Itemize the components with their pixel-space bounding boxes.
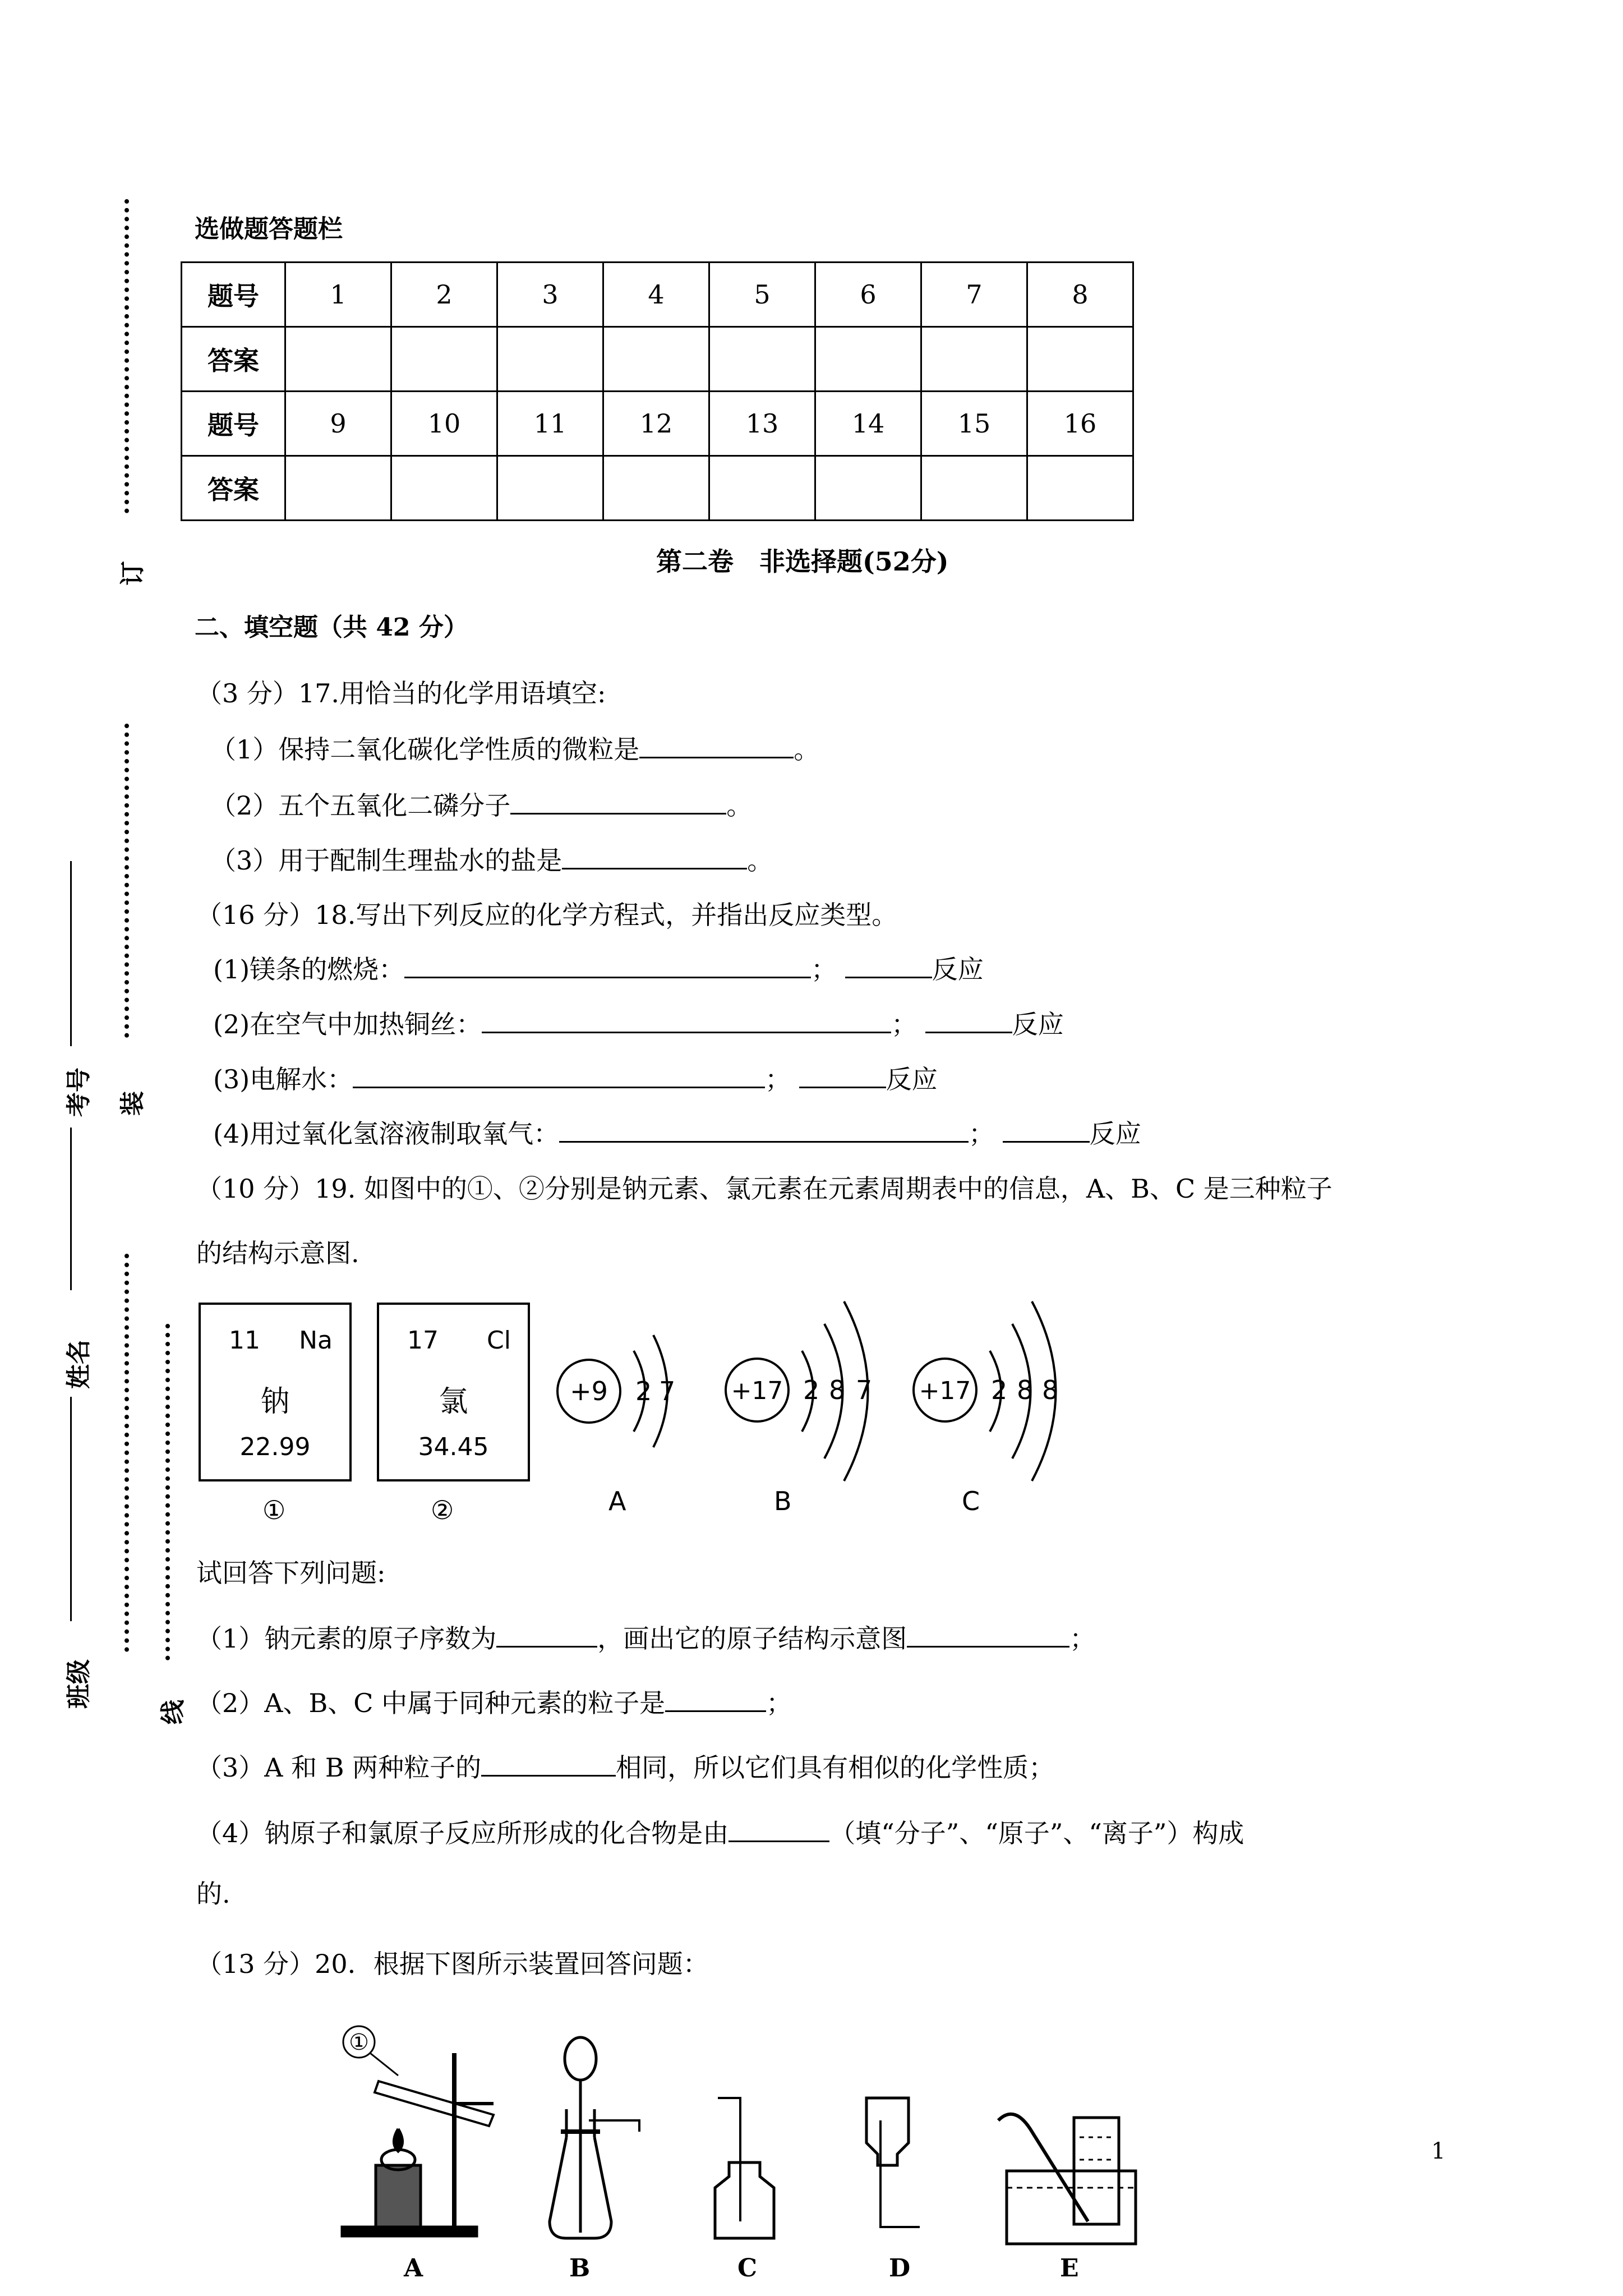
answer-cell[interactable] <box>391 456 497 521</box>
apparatus-b <box>550 2037 639 2238</box>
binding-dotted-line-bottom <box>165 1324 170 1660</box>
element-card-chlorine <box>377 1303 530 1481</box>
answer-cell[interactable] <box>921 327 1027 392</box>
binding-dotted-line-low <box>125 1254 129 1652</box>
q19-item-1-blank-2[interactable] <box>907 1623 1069 1648</box>
element-card-label: ① <box>262 1495 286 1525</box>
question-number-cell: 11 <box>497 392 603 456</box>
q19-stem-line2: 的结构示意图. <box>196 1238 359 1268</box>
shell-electron-count: 2 <box>803 1375 820 1405</box>
question-number-cell: 4 <box>603 263 709 327</box>
q18-item-3 <box>213 1059 938 1096</box>
binding-label-zhuang: 装 <box>118 1091 147 1116</box>
apparatus-label-c: C <box>737 2254 758 2283</box>
answer-cell[interactable] <box>709 456 815 521</box>
q18-item-4-sep: ； <box>969 1119 995 1149</box>
q18-item-2 <box>213 1004 1064 1041</box>
element-symbol: Na <box>299 1326 333 1355</box>
particle-label: A <box>608 1486 626 1516</box>
answer-cell[interactable] <box>603 456 709 521</box>
question-number-cell: 9 <box>285 392 391 456</box>
answer-sheet-table <box>181 261 1134 521</box>
marker-label: ① <box>349 2030 369 2055</box>
q17-stem: （3 分）17.用恰当的化学用语填空: <box>196 678 606 708</box>
answer-cell[interactable] <box>603 327 709 392</box>
q17-item-3 <box>210 840 773 877</box>
q19-item-1-c: ； <box>1069 1623 1096 1654</box>
name-label: 姓名 <box>64 1340 93 1389</box>
q18-item-4-equation-blank[interactable] <box>559 1119 969 1143</box>
q19-item-4-a: （4）钠原子和氯原子反应所形成的化合物是由 <box>196 1818 729 1848</box>
q19-item-3-a: （3）A 和 B 两种粒子的 <box>196 1752 482 1783</box>
answer-cell[interactable] <box>1027 456 1133 521</box>
q17-item-3-blank[interactable] <box>562 845 747 869</box>
q18-item-1 <box>213 949 984 986</box>
binding-dotted-line-top <box>125 199 129 513</box>
atomic-number: 11 <box>229 1326 260 1355</box>
table-row <box>182 327 1133 392</box>
q18-stem: （16 分）18.写出下列反应的化学方程式，并指出反应类型。 <box>196 900 898 930</box>
q19-item-2-b: ； <box>766 1688 792 1718</box>
question-number-header: 题号 <box>182 263 285 327</box>
shell-electron-count: 2 <box>635 1376 652 1406</box>
particle-c <box>914 1301 1058 1516</box>
answer-cell[interactable] <box>815 327 921 392</box>
apparatus-label-e: E <box>1060 2254 1079 2283</box>
q19-item-4-tail: 的. <box>196 1879 230 1909</box>
question-number-cell: 6 <box>815 263 921 327</box>
q19-item-1-blank-1[interactable] <box>496 1623 597 1648</box>
atomic-mass: 22.99 <box>239 1433 311 1461</box>
answer-cell[interactable] <box>815 456 921 521</box>
q18-item-1-type-blank[interactable] <box>845 954 932 978</box>
shell-electron-count: 8 <box>1042 1375 1059 1405</box>
answer-cell[interactable] <box>285 327 391 392</box>
q18-item-3-text: (3)电解水： <box>213 1064 353 1094</box>
table-row <box>182 392 1133 456</box>
q18-item-1-suffix: 反应 <box>932 954 984 984</box>
apparatus-c <box>715 2098 774 2238</box>
q19-item-1-b: ，画出它的原子结构示意图 <box>597 1623 907 1654</box>
q17-item-2-blank[interactable] <box>510 790 726 815</box>
q19-item-3 <box>196 1747 1054 1784</box>
shell-electron-count: 8 <box>1017 1375 1034 1405</box>
answer-cell[interactable] <box>497 456 603 521</box>
particle-diagrams <box>550 1279 1088 1526</box>
q20-stem: （13 分）20．根据下图所示装置回答问题： <box>196 1949 709 1979</box>
element-name: 氯 <box>439 1385 468 1419</box>
page-number: 1 <box>1431 2138 1446 2164</box>
apparatus-label-b: B <box>569 2254 591 2283</box>
q19-item-2 <box>196 1683 792 1720</box>
q18-item-4-type-blank[interactable] <box>1003 1119 1090 1143</box>
q19-stem-line1: （10 分）19. 如图中的①、②分别是钠元素、氯元素在元素周期表中的信息，A、B、C 是三种粒子 <box>196 1174 1332 1204</box>
name-blank[interactable] <box>70 1397 72 1621</box>
atomic-mass: 34.45 <box>418 1433 489 1461</box>
question-number-cell: 5 <box>709 263 815 327</box>
q19-item-2-blank[interactable] <box>665 1688 766 1712</box>
part2-title: 第二卷 非选择题(52分) <box>656 546 949 577</box>
answer-cell[interactable] <box>391 327 497 392</box>
q18-item-4 <box>213 1114 1141 1151</box>
question-number-cell: 14 <box>815 392 921 456</box>
shell-electron-count: 7 <box>856 1375 873 1405</box>
shell-electron-count: 2 <box>991 1375 1008 1405</box>
answer-cell[interactable] <box>921 456 1027 521</box>
apparatus-a <box>342 2026 494 2236</box>
class-label: 班级 <box>64 1659 93 1709</box>
shell-electron-count: 7 <box>659 1376 676 1406</box>
question-number-cell: 1 <box>285 263 391 327</box>
answer-sheet-title: 选做题答题栏 <box>195 215 343 243</box>
q19-item-4-b: （填“分子”、“原子”、“离子”）构成 <box>829 1818 1244 1848</box>
binding-label-xian: 线 <box>159 1700 187 1724</box>
question-number-cell: 10 <box>391 392 497 456</box>
question-number-header: 题号 <box>182 392 285 456</box>
exam-number-blank-2[interactable] <box>70 1128 72 1290</box>
particle-label: B <box>774 1486 792 1516</box>
element-card-label: ② <box>431 1495 454 1525</box>
question-number-cell: 7 <box>921 263 1027 327</box>
answer-cell[interactable] <box>497 327 603 392</box>
apparatus-e <box>998 2114 1136 2244</box>
apparatus-label-d: D <box>889 2254 911 2283</box>
particle-label: C <box>962 1486 980 1516</box>
answer-cell[interactable] <box>709 327 815 392</box>
nucleus-charge: +17 <box>731 1377 783 1405</box>
q18-item-1-equation-blank[interactable] <box>404 954 811 978</box>
q18-item-2-equation-blank[interactable] <box>482 1009 891 1033</box>
q17-item-3-end: 。 <box>747 845 773 876</box>
q17-item-2-end: 。 <box>726 790 753 821</box>
q17-item-1-text: （1）保持二氧化碳化学性质的微粒是 <box>210 734 640 765</box>
q17-item-3-text: （3）用于配制生理盐水的盐是 <box>210 845 562 876</box>
nucleus-charge: +17 <box>919 1377 971 1405</box>
q18-item-3-equation-blank[interactable] <box>353 1064 765 1088</box>
q19-item-3-blank[interactable] <box>481 1752 616 1777</box>
answer-cell[interactable] <box>285 456 391 521</box>
question-number-cell: 8 <box>1027 263 1133 327</box>
q18-item-3-type-blank[interactable] <box>799 1064 886 1088</box>
q17-item-2-text: （2）五个五氧化二磷分子 <box>210 790 511 821</box>
exam-number-label: 考号 <box>64 1068 93 1117</box>
q18-item-2-sep: ； <box>891 1009 917 1039</box>
q19-item-1 <box>196 1618 1095 1655</box>
question-number-cell: 15 <box>921 392 1027 456</box>
atomic-number: 17 <box>407 1326 439 1355</box>
exam-number-blank[interactable] <box>70 861 72 1046</box>
element-name: 钠 <box>260 1385 290 1419</box>
q19-item-4-blank[interactable] <box>728 1818 829 1842</box>
table-row <box>182 263 1133 327</box>
q17-item-2 <box>210 785 752 822</box>
shell-electron-count: 8 <box>829 1375 846 1405</box>
answer-cell[interactable] <box>1027 327 1133 392</box>
question-number-cell: 2 <box>391 263 497 327</box>
particle-a <box>557 1335 675 1516</box>
q18-item-3-sep: ； <box>765 1064 791 1094</box>
question-number-cell: 13 <box>709 392 815 456</box>
q18-item-4-text: (4)用过氧化氢溶液制取氧气： <box>213 1119 560 1149</box>
element-symbol: Cl <box>487 1326 511 1355</box>
q18-item-1-text: (1)镁条的燃烧： <box>213 954 405 984</box>
q19-item-3-b: 相同，所以它们具有相似的化学性质； <box>616 1752 1055 1783</box>
q18-item-4-suffix: 反应 <box>1089 1119 1141 1149</box>
answer-header: 答案 <box>182 327 285 392</box>
particle-b <box>726 1301 872 1516</box>
element-card-sodium <box>199 1303 352 1481</box>
table-row <box>182 456 1133 521</box>
section-title-fill-in: 二、填空题（共 42 分） <box>195 613 468 642</box>
question-number-cell: 16 <box>1027 392 1133 456</box>
q19-item-2-a: （2）A、B、C 中属于同种元素的粒子是 <box>196 1688 666 1718</box>
binding-label-ding: 订 <box>118 561 147 586</box>
q17-item-1 <box>210 729 819 766</box>
q18-item-1-sep: ； <box>811 954 837 984</box>
question-number-cell: 3 <box>497 263 603 327</box>
apparatus-d <box>866 2098 920 2227</box>
q17-item-1-end: 。 <box>794 734 820 765</box>
q18-item-3-suffix: 反应 <box>886 1064 938 1094</box>
nucleus-charge: +9 <box>570 1376 608 1406</box>
q19-prompt: 试回答下列问题: <box>196 1558 386 1588</box>
q18-item-2-type-blank[interactable] <box>925 1009 1012 1033</box>
q19-item-1-a: （1）钠元素的原子序数为 <box>196 1623 497 1654</box>
answer-header: 答案 <box>182 456 285 521</box>
lab-apparatus-figure <box>325 2019 1178 2283</box>
question-number-cell: 12 <box>603 392 709 456</box>
q19-item-4 <box>196 1813 1244 1850</box>
binding-dotted-line-mid <box>125 724 129 1038</box>
apparatus-label-a: A <box>404 2254 423 2283</box>
q18-item-2-suffix: 反应 <box>1012 1009 1064 1039</box>
q18-item-2-text: (2)在空气中加热铜丝： <box>213 1009 482 1039</box>
q17-item-1-blank[interactable] <box>639 734 794 758</box>
